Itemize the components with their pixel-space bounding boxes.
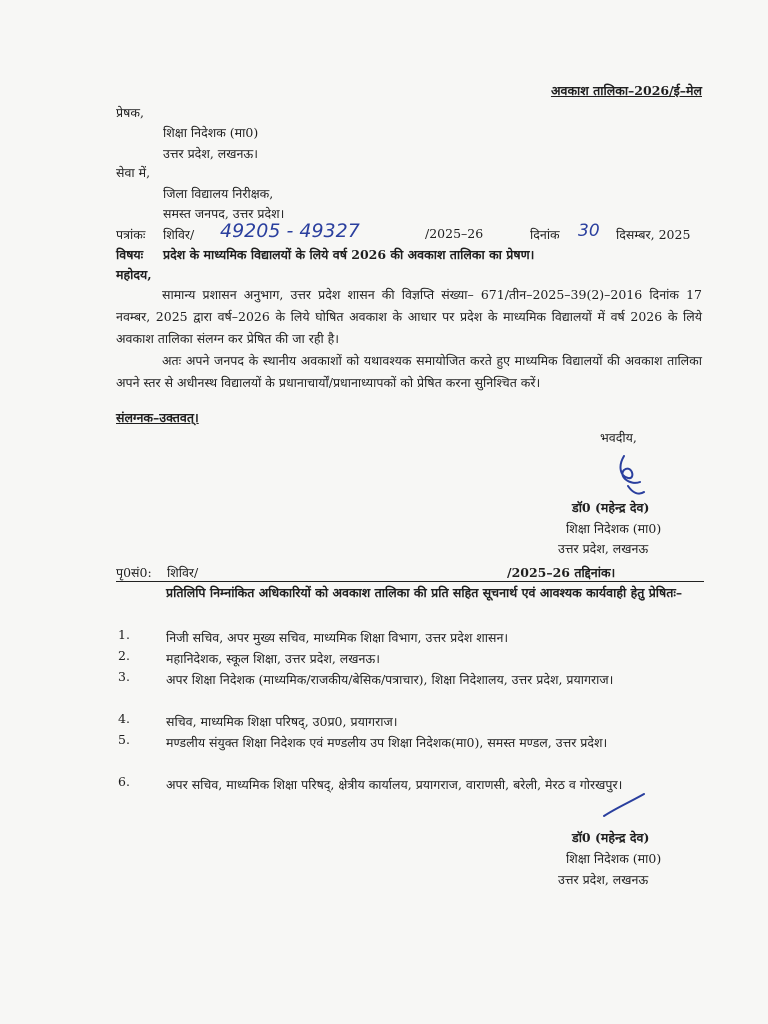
body-paragraph-2: अतः अपने जनपद के स्थानीय अवकाशों को यथावश्यक समायोजित करते हुए माध्यमिक विद्यालयों की अवकाश तालिका अपने स्तर से अधीनस्थ विद्यालयों के प्रधानाचार्यों/प्रधानाध्यापकों को प्रेषित करना सुनिश्चित करें। (116, 353, 702, 390)
list-item-number: 3. (118, 669, 130, 684)
signature-mark-1 (610, 452, 650, 502)
list-item-text: महानिदेशक, स्कूल शिक्षा, उत्तर प्रदेश, लखनऊ। (166, 651, 380, 666)
subject-label: विषयः (116, 247, 144, 262)
recipient-line1: जिला विद्यालय निरीक्षक, (163, 186, 274, 201)
recipient-line2: समस्त जनपद, उत्तर प्रदेश। (163, 206, 285, 221)
signatory2-name: डॉ0 (महेन्द्र देव) (572, 830, 650, 845)
subject-text: प्रदेश के माध्यमिक विद्यालयों के लिये वर्ष 2026 की अवकाश तालिका का प्रेषण। (163, 247, 535, 262)
signatory1-designation: शिक्षा निदेशक (मा0) (566, 521, 662, 536)
list-item-number: 2. (118, 648, 130, 663)
list-item-number: 1. (118, 627, 130, 642)
letter-number-prefix: शिविर/ (163, 227, 195, 242)
closing: भवदीय, (600, 430, 637, 445)
enclosure-note: संलग्नक–उक्तवत्। (116, 410, 199, 425)
signatory1-name: डॉ0 (महेन्द्र देव) (572, 500, 650, 515)
letter-number-year: /2025–26 (425, 226, 484, 241)
header-reference: अवकाश तालिका–2026/ई–मेल (550, 83, 702, 98)
signatory1-place: उत्तर प्रदेश, लखनऊ (558, 541, 649, 556)
list-item-text: निजी सचिव, अपर मुख्य सचिव, माध्यमिक शिक्षा विभाग, उत्तर प्रदेश शासन। (166, 630, 509, 645)
body-paragraph-1: सामान्य प्रशासन अनुभाग, उत्तर प्रदेश शासन की विज्ञप्ति संख्या– 671/तीन–2025–39(2)–2016 दिनांक 17 नवम्बर, 2025 द्वारा वर्ष–2026 के लिये घोषित अवकाश के आधार पर प्रदेश के माध्यमिक विद्यालयों में वर्ष 2026 के लिये अवकाश तालिका संलग्न कर प्रेषित की जा रही है। (116, 287, 702, 346)
salutation: महोदय, (116, 267, 152, 282)
list-item-text: अपर शिक्षा निदेशक (माध्यमिक/राजकीय/बेसिक/पत्राचार), शिक्षा निदेशालय, उत्तर प्रदेश, प्रयागराज। (166, 672, 614, 687)
endorsement-year: /2025–26 तद्दिनांक। (507, 565, 616, 580)
list-item-number: 5. (118, 732, 130, 747)
copy-intro: प्रतिलिपि निम्नांकित अधिकारियों को अवकाश तालिका की प्रति सहित सूचनार्थ एवं आवश्यक कार्यवाही हेतु प्रेषितः– (166, 585, 683, 600)
date-rest: दिसम्बर, 2025 (616, 227, 691, 242)
sender-label: प्रेषक, (116, 105, 144, 120)
date-label: दिनांक (530, 227, 560, 242)
list-item-number: 4. (118, 711, 130, 726)
list-item-text: सचिव, माध्यमिक शिक्षा परिषद्, उ0प्र0, प्रयागराज। (166, 714, 398, 729)
sender-line2: उत्तर प्रदेश, लखनऊ। (163, 146, 258, 161)
recipient-label: सेवा में, (116, 165, 151, 180)
signatory2-place: उत्तर प्रदेश, लखनऊ (558, 872, 649, 887)
handwritten-date-day: 30 (578, 221, 600, 241)
endorsement-label: पृ0सं0: (116, 565, 152, 580)
signatory2-designation: शिक्षा निदेशक (मा0) (566, 851, 662, 866)
letter-number-label: पत्रांकः (116, 227, 146, 242)
list-item-number: 6. (118, 774, 130, 789)
list-item-text: अपर सचिव, माध्यमिक शिक्षा परिषद्, क्षेत्रीय कार्यालय, प्रयागराज, वाराणसी, बरेली, मेरठ व गोरखपुर। (166, 777, 623, 792)
list-item-text: मण्डलीय संयुक्त शिक्षा निदेशक एवं मण्डलीय उप शिक्षा निदेशक(मा0), समस्त मण्डल, उत्तर प्रदेश। (166, 735, 608, 750)
endorsement-prefix: शिविर/ (167, 565, 199, 580)
signature-mark-2 (600, 792, 650, 822)
handwritten-dispatch-number: 49205 - 49327 (220, 220, 360, 242)
sender-line1: शिक्षा निदेशक (मा0) (163, 125, 259, 140)
